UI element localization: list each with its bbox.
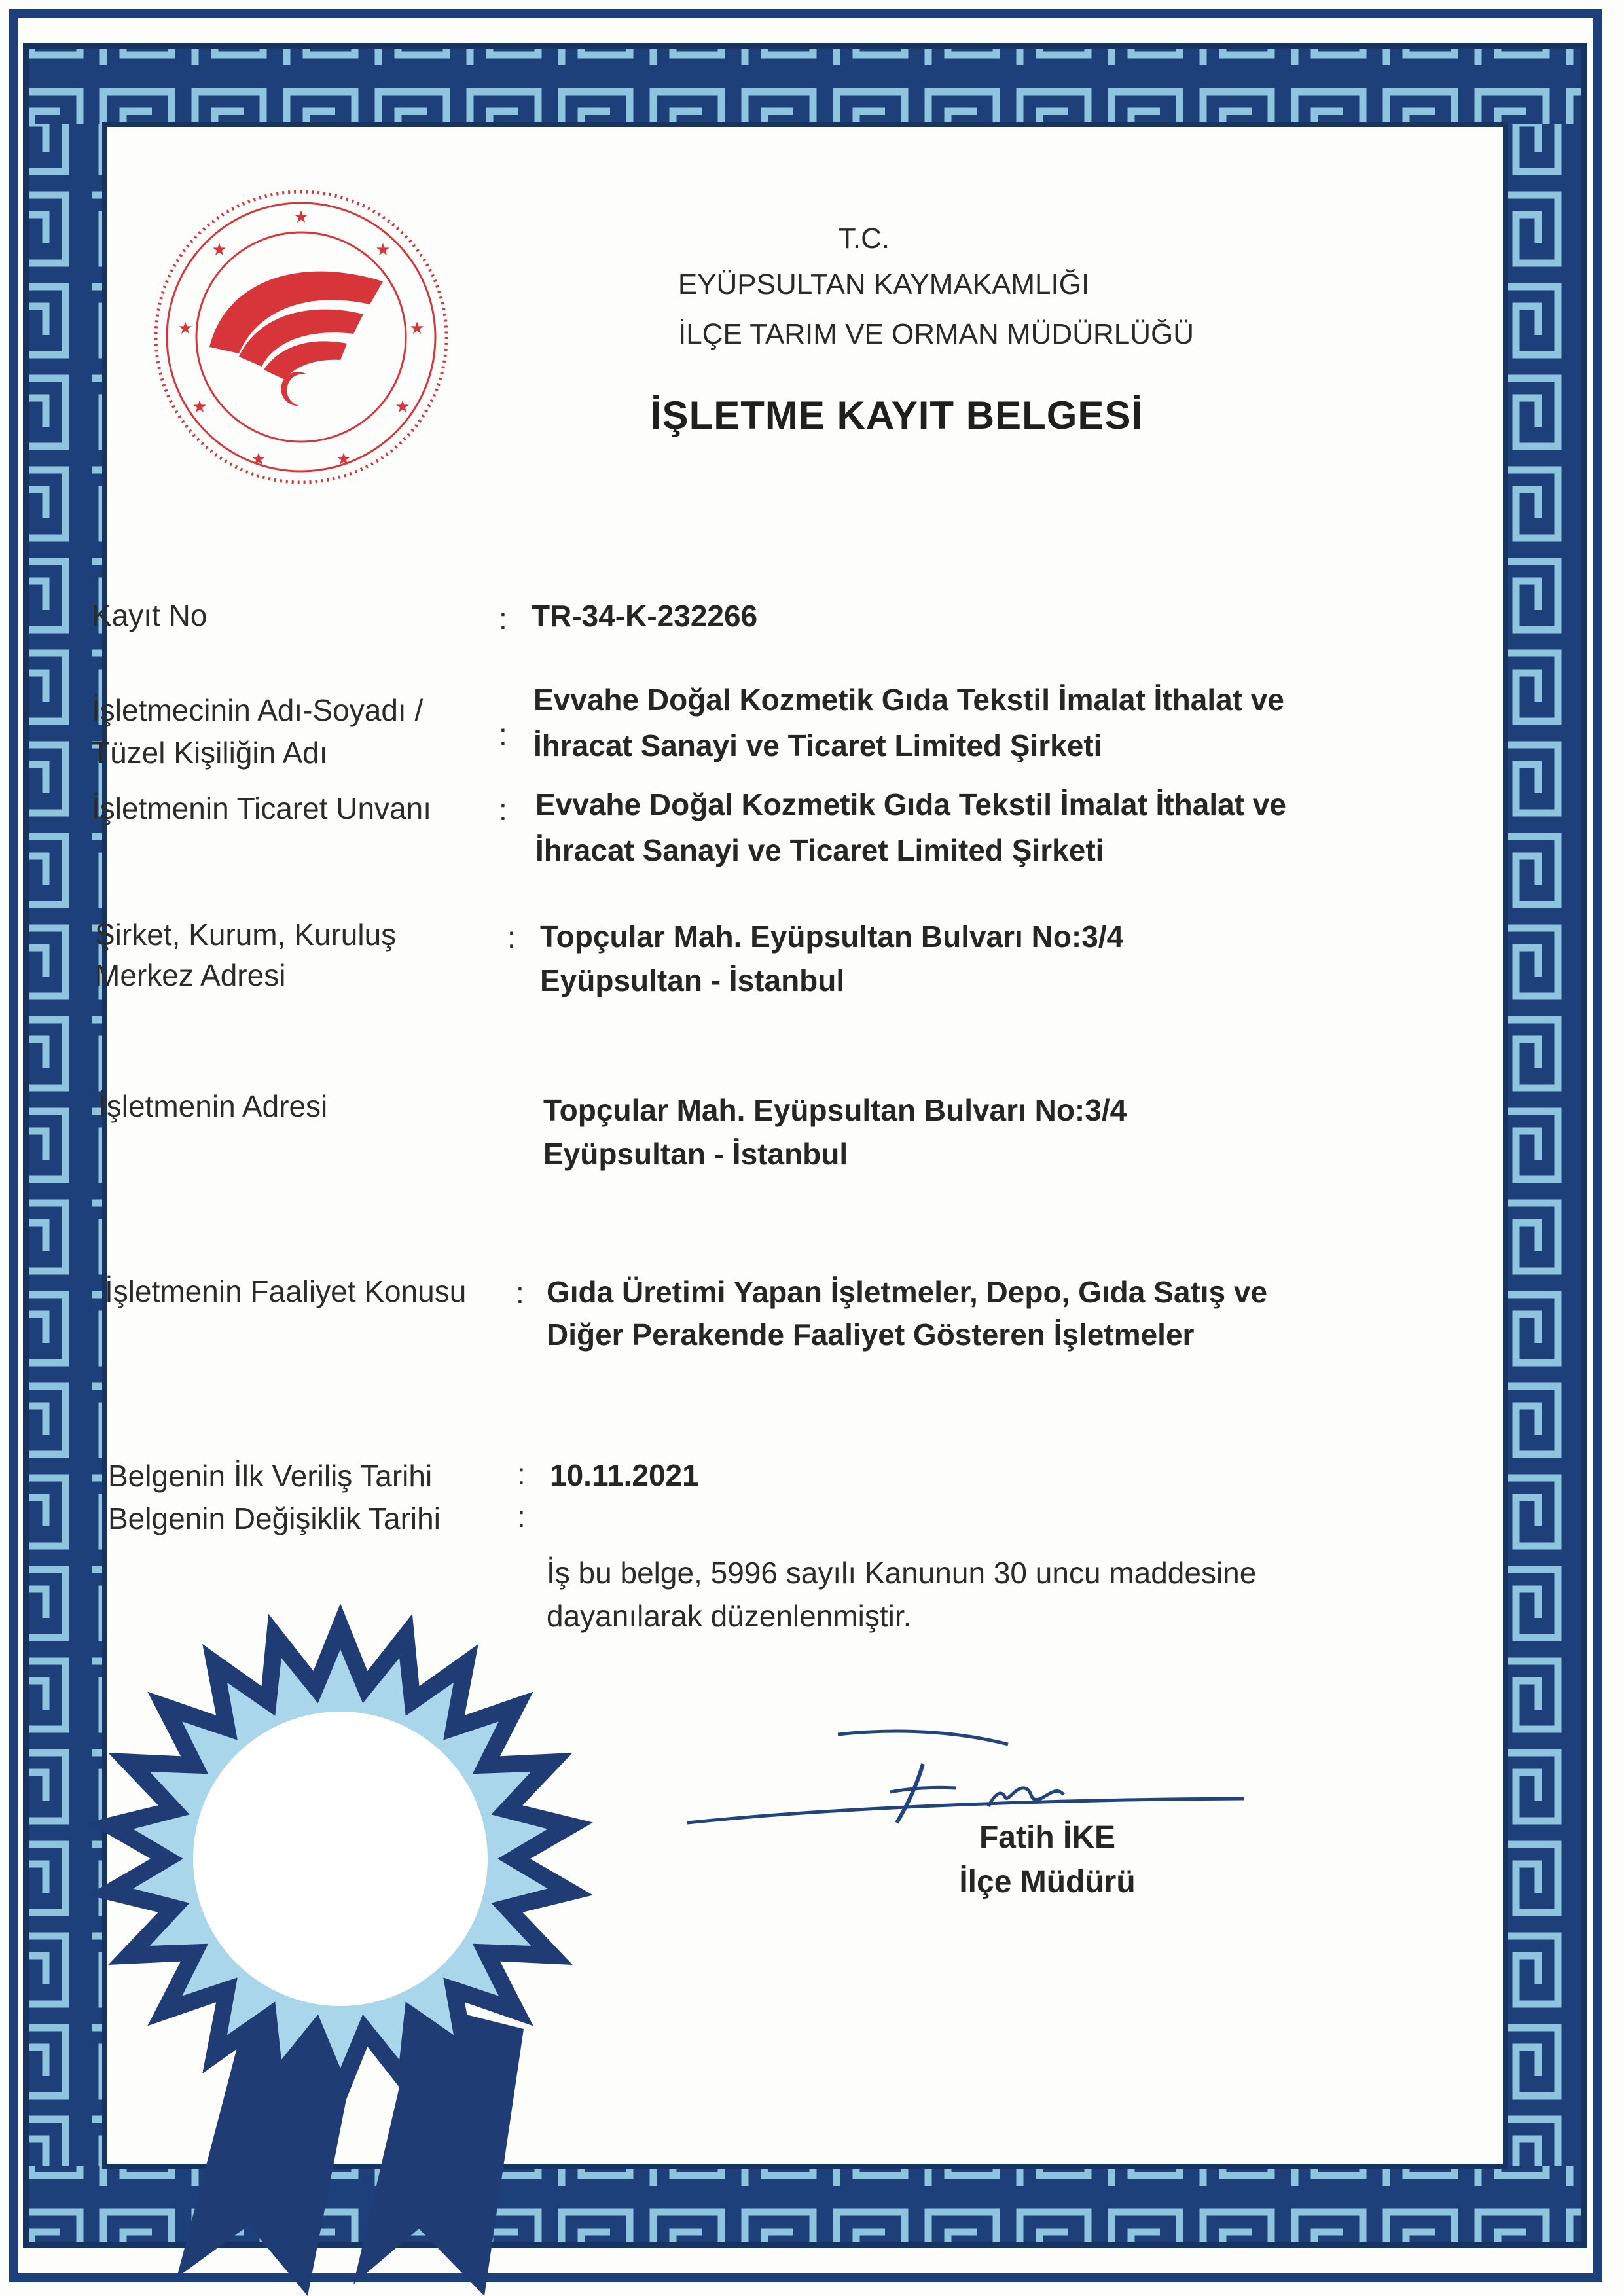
svg-text:★: ★ [293,207,309,227]
degisiklik-colon: : [517,1499,526,1534]
svg-text:★: ★ [192,397,208,417]
legal-note-line2: dayanılarak düzenlenmiştir. [547,1599,912,1633]
svg-text:★: ★ [336,450,352,469]
rosette-ribbon-icon [52,1597,628,2296]
kayit-no-colon: : [499,601,507,636]
ticaret-unvani-value-line1: Evvahe Doğal Kozmetik Gıda Tekstil İmalat İthalat ve [535,787,1286,821]
merkez-adresi-value-line1: Topçular Mah. Eyüpsultan Bulvarı No:3/4 [540,920,1124,954]
svg-text:★: ★ [395,397,410,417]
isletme-adresi-value-line2: Eyüpsultan - İstanbul [543,1137,848,1171]
isletmeci-value-line1: Evvahe Doğal Kozmetik Gıda Tekstil İmalat İthalat ve [533,683,1284,717]
header-kaymakamlik: EYÜPSULTAN KAYMAKAMLIĞI [677,268,1090,300]
ticaret-unvani-value-line2: İhracat Sanayi ve Ticaret Limited Şirketi [535,833,1104,867]
kayit-no-value: TR-34-K-232266 [532,599,758,633]
merkez-adresi-label-line2: Merkez Adresi [95,958,286,992]
header-tc: T.C. [838,223,890,255]
merkez-adresi-label-line1: Şirket, Kurum, Kuruluş [95,918,397,952]
ilk-verilis-label: Belgenin İlk Veriliş Tarihi [108,1459,433,1493]
ilk-verilis-value: 10.11.2021 [550,1458,699,1492]
faaliyet-colon: : [516,1276,524,1310]
isletme-adresi-value-line1: Topçular Mah. Eyüpsultan Bulvarı No:3/4 [543,1093,1127,1127]
signatory-name: Fatih İKE [979,1820,1115,1855]
legal-note-line1: İş bu belge, 5996 sayılı Kanunun 30 uncu maddesine [547,1556,1257,1590]
faaliyet-value-line1: Gıda Üretimi Yapan İşletmeler, Depo, Gıda Satış ve [547,1275,1268,1309]
ticaret-unvani-label: İşletmenin Ticaret Unvanı [92,791,432,825]
isletme-adresi-label: İşletmenin Adresi [98,1089,328,1123]
svg-text:★: ★ [177,319,193,338]
merkez-adresi-value-line2: Eyüpsultan - İstanbul [540,963,845,997]
isletmeci-label-line1: İşletmecinin Adı-Soyadı / [92,693,424,727]
degisiklik-label: Belgenin Değişiklik Tarihi [108,1501,441,1535]
signatory-title: İlçe Müdürü [959,1865,1136,1899]
faaliyet-value-line2: Diğer Perakende Faaliyet Gösteren İşletmeler [547,1318,1195,1352]
document-title: İŞLETME KAYIT BELGESİ [650,393,1144,437]
svg-text:★: ★ [409,319,425,338]
merkez-adresi-colon: : [507,920,516,954]
ticaret-unvani-colon: : [499,793,507,827]
faaliyet-label: İşletmenin Faaliyet Konusu [105,1274,467,1308]
isletmeci-label-line2: Tüzel Kişiliğin Adı [92,736,328,770]
isletmeci-value-line2: İhracat Sanayi ve Ticaret Limited Şirketi [533,728,1102,762]
isletmeci-colon: : [499,717,507,751]
header-mudurluk: İLÇE TARIM VE ORMAN MÜDÜRLÜĞÜ [677,318,1194,350]
ilk-verilis-colon: : [517,1457,526,1491]
svg-text:★: ★ [375,240,391,260]
svg-text:★: ★ [211,240,227,260]
ministry-seal-icon [147,183,455,491]
kayit-no-label: Kayıt No [92,598,208,632]
svg-text:★: ★ [251,450,266,469]
